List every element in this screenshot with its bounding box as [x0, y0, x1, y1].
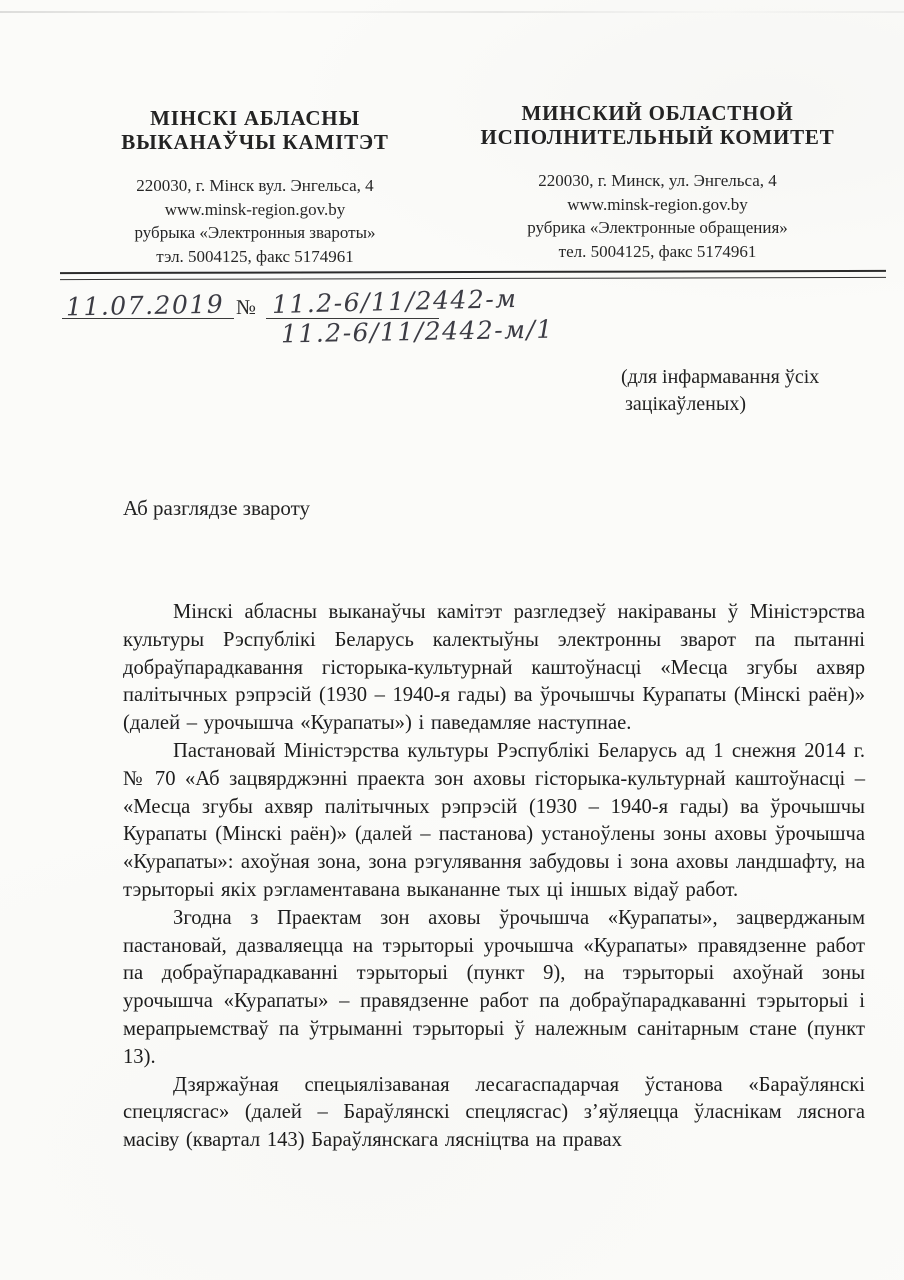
- outgoing-number-handwritten-2: 11.2-6/11/2442-м/1: [280, 314, 555, 349]
- letter-paragraph: Мінскі абласны выканаўчы камітэт разгледзеў накіраваны ў Міністэрства культуры Рэспублікі Беларусь калектыўны электронны зварот па пытанні добраўпарадкавання гісторыка-культурнай каштоўнасці «Месца згубы ахвяр палітычных рэпрэсій (1930 – 1940-я гады) ва ўрочышчы Курапаты (Мінскі раён)» (далей – урочышча «Курапаты») і паведамляе наступнае.: [123, 601, 865, 735]
- scan-artifact-line: [0, 11, 904, 13]
- addressee-note: [621, 364, 819, 417]
- letterhead-russian: [450, 101, 865, 263]
- letter-paragraph: Дзяржаўная спецыялізаваная лесагаспадарчая ўстанова «Бараўлянскі спецлясгас» (далей – Бараўлянскі спецлясгас) з’яўляецца ўласнікам ляснога масіву (квартал 143) Бараўлянскага лясніцтва на правах: [123, 1073, 865, 1152]
- subject-line: Аб разглядзе звароту: [123, 496, 311, 520]
- letter-paragraph: Пастановай Міністэрства культуры Рэспублікі Беларусь ад 1 снежня 2014 г. № 70 «Аб зацвярджэнні праекта зон аховы гісторыка-культурнай каштоўнасці – «Месца згубы ахвяр палітычных рэпрэсій (1930 – 1940-я гады) ва ўрочышчы Курапаты (Мінскі раён)» (далей – пастанова) устаноўлены зоны аховы ўрочышча «Курапаты»: ахоўная зона, зона рэгулявання забудовы і зона аховы ландшафту, на тэрыторыі якіх рэгламентавана выкананне тых ці іншых відаў работ.: [123, 739, 865, 901]
- org-address-line: 220030, г. Минск, ул. Энгельса, 4: [538, 171, 777, 190]
- org-address-line: рубрыка «Электронныя звароты»: [134, 223, 376, 242]
- org-website: www.minsk-region.gov.by: [164, 199, 346, 219]
- date-handwritten: 11.07.2019: [65, 289, 225, 322]
- addressee-note-line: зацікаўленых): [625, 392, 746, 415]
- letter-paragraph: Згодна з Праектам зон аховы ўрочышча «Курапаты», зацверджаным пастановай, дазваляецца на тэрыторыі урочышча «Курапаты» правядзенне работ па добраўпарадкаванні тэрыторыі (пункт 9), на тэрыторыі ахоўнай зоны урочышча «Курапаты» – правядзенне работ па добраўпарадкаванні тэрыторыі і мерапрыемстваў па ўтрыманні тэрыторыі ў належным санітарным стане (пункт 13).: [123, 906, 865, 1068]
- org-title-line: ВЫКАНАЎЧЫ КАМІТЭТ: [121, 130, 389, 154]
- org-title-line: МІНСКІ АБЛАСНЫ: [150, 106, 360, 130]
- org-address-line: рубрика «Электронные обращения»: [527, 218, 788, 237]
- org-website: www.minsk-region.gov.by: [567, 194, 748, 214]
- org-title-line: МИНСКИЙ ОБЛАСТНОЙ: [521, 101, 794, 125]
- org-phone-line: тел. 5004125, факс 5174961: [558, 241, 757, 261]
- org-address-block: [60, 174, 450, 268]
- org-phone-line: тэл. 5004125, факс 5174961: [156, 246, 354, 266]
- org-address-block: [450, 169, 865, 263]
- number-symbol: №: [236, 295, 257, 319]
- org-title-line: ИСПОЛНИТЕЛЬНЫЙ КОМИТЕТ: [480, 125, 835, 149]
- addressee-note-line: (для інфармавання ўсіх: [621, 366, 820, 388]
- date-underline: [62, 318, 234, 319]
- letterhead-belarusian: [60, 106, 450, 268]
- org-address-line: 220030, г. Мінск вул. Энгельса, 4: [136, 176, 374, 195]
- outgoing-number-handwritten-1: 11.2-6/11/2442-м: [271, 284, 518, 319]
- separator-double-rule: [60, 270, 886, 280]
- letter-body: [123, 599, 865, 1155]
